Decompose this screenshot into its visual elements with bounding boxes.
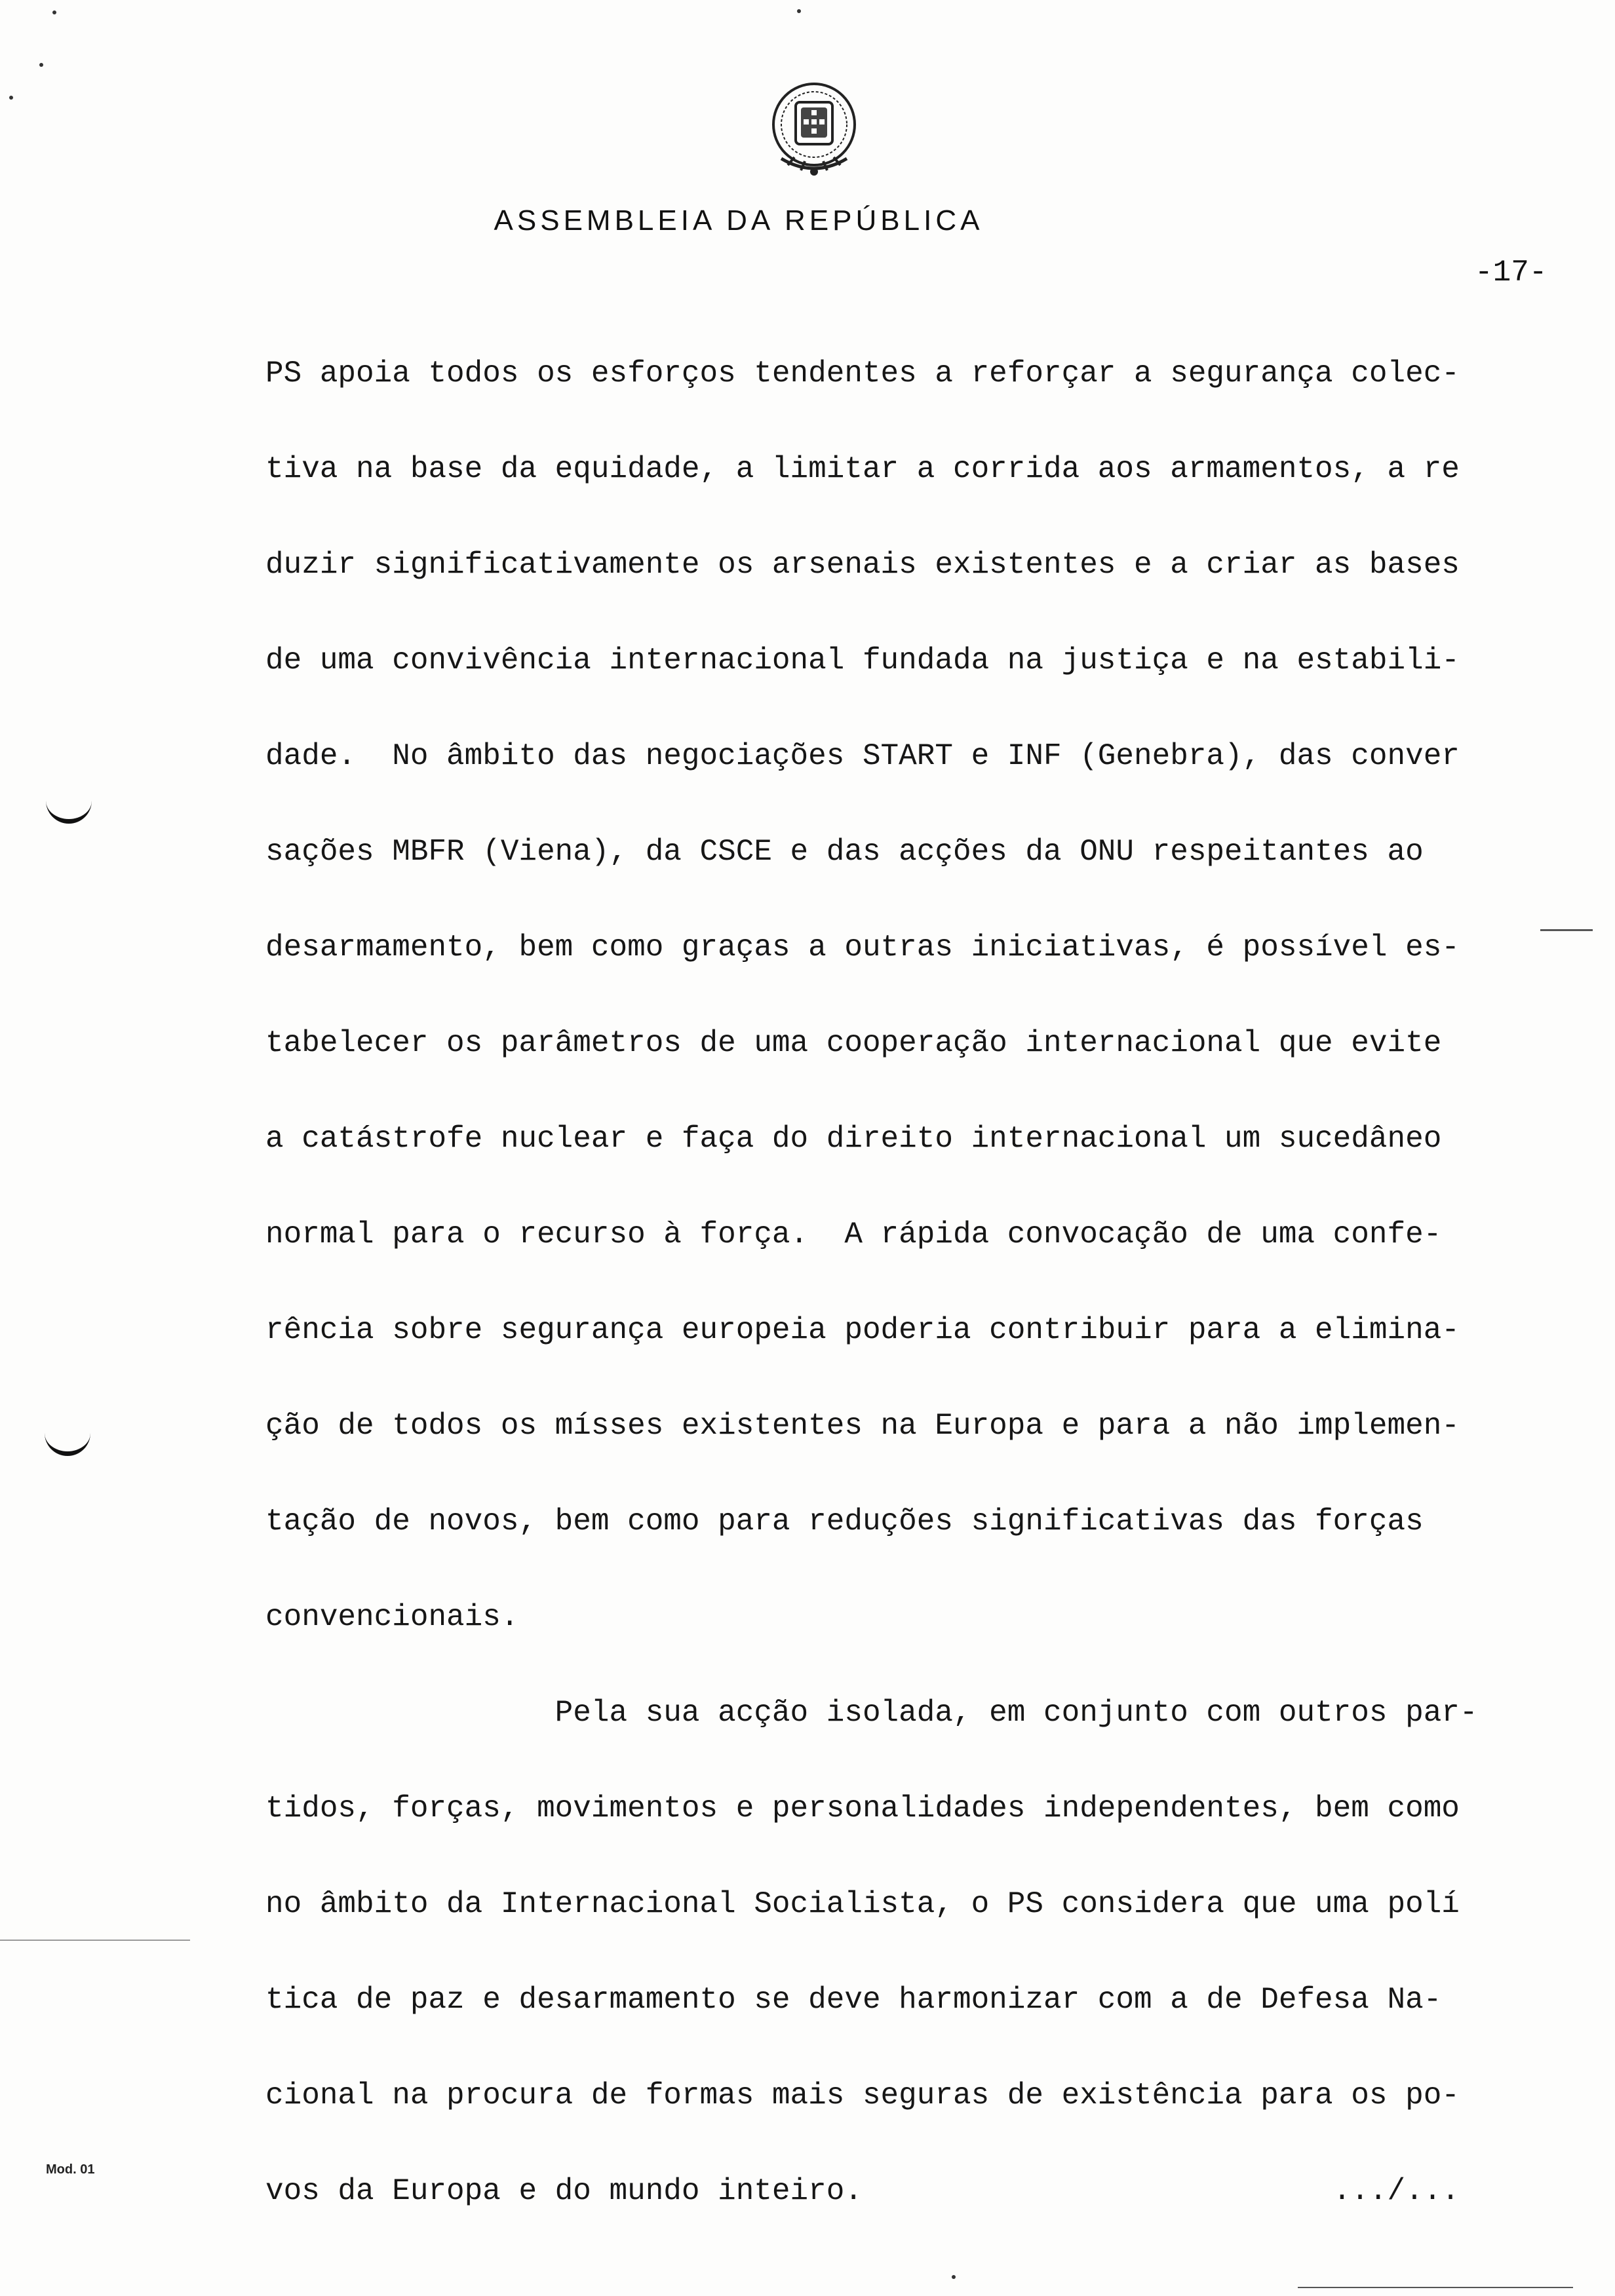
body-line: cional na procura de formas mais seguras de existência para os po-: [265, 2078, 1460, 2113]
body-line: duzir significativamente os arsenais existentes e a criar as bases: [265, 548, 1460, 582]
body-line: convencionais.: [265, 1600, 519, 1634]
scan-speck: [797, 9, 801, 13]
scan-speck: [9, 96, 13, 100]
scan-speck: [39, 63, 43, 67]
body-line: tica de paz e desarmamento se deve harmonizar com a de Defesa Na-: [265, 1983, 1442, 2017]
punch-hole-mark: [46, 793, 92, 824]
scan-artifact: [1298, 2287, 1573, 2288]
scan-artifact: [1540, 929, 1593, 931]
body-line: sações MBFR (Viena), da CSCE e das acções da ONU respeitantes ao: [265, 835, 1424, 869]
body-line: a catástrofe nuclear e faça do direito internacional um sucedâneo: [265, 1122, 1442, 1156]
scan-speck: [952, 2275, 956, 2279]
body-line: Pela sua acção isolada, em conjunto com outros par-: [265, 1696, 1478, 1730]
portuguese-coat-of-arms-icon: [762, 73, 866, 185]
body-line: ção de todos os mísses existentes na Europa e para a não implemen-: [265, 1409, 1460, 1443]
document-header-title: [0, 204, 1615, 237]
punch-hole-mark: [45, 1425, 90, 1456]
body-line: tabelecer os parâmetros de uma cooperação internacional que evite: [265, 1026, 1442, 1060]
body-line: rência sobre segurança europeia poderia contribuir para a elimina-: [265, 1313, 1460, 1347]
body-line: tiva na base da equidade, a limitar a corrida aos armamentos, a re: [265, 452, 1460, 486]
scan-speck: [52, 10, 56, 14]
body-line: de uma convivência internacional fundada na justiça e na estabili-: [265, 643, 1460, 678]
body-line: vos da Europa e do mundo inteiro. .../...: [265, 2174, 1460, 2208]
scan-artifact: [0, 1940, 190, 1941]
body-line: desarmamento, bem como graças a outras iniciativas, é possível es-: [265, 930, 1460, 965]
body-line: no âmbito da Internacional Socialista, o PS considera que uma polí: [265, 1887, 1460, 1921]
body-line: PS apoia todos os esforços tendentes a reforçar a segurança colec-: [265, 356, 1460, 391]
form-code: Mod. 01: [46, 2162, 95, 2177]
body-line: dade. No âmbito das negociações START e INF (Genebra), das conver: [265, 739, 1460, 773]
body-line: tação de novos, bem como para reduções significativas das forças: [265, 1504, 1424, 1539]
body-line: normal para o recurso à força. A rápida convocação de uma confe-: [265, 1217, 1442, 1252]
body-line: tidos, forças, movimentos e personalidades independentes, bem como: [265, 1791, 1460, 1826]
page-number: -17-: [1475, 256, 1547, 290]
assembly-title: ASSEMBLEIA DA REPÚBLICA: [494, 204, 984, 237]
